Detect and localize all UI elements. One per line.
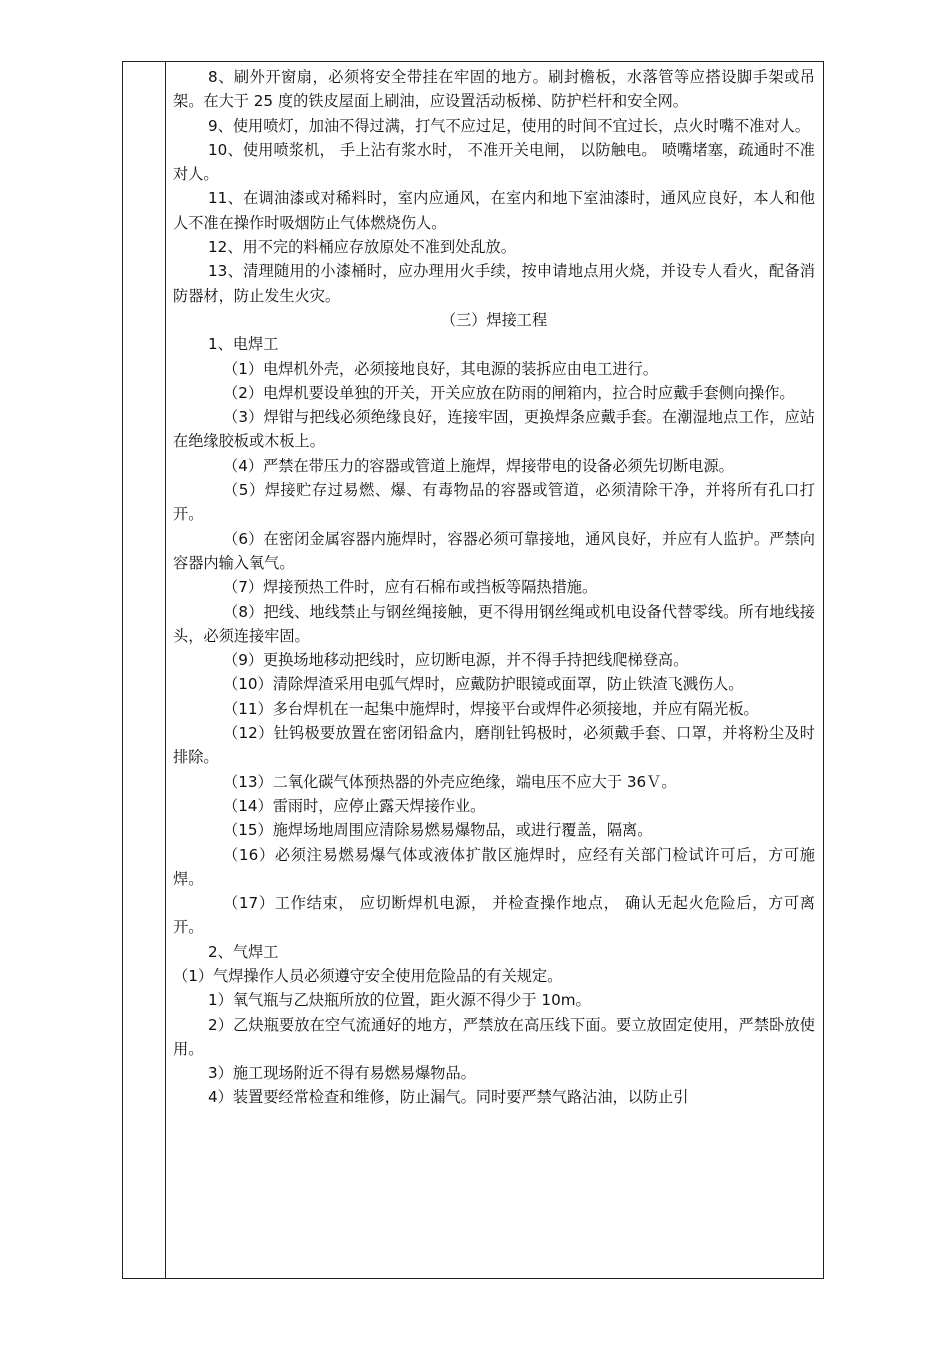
paragraph: 12、用不完的料桶应存放原处不准到处乱放。: [208, 238, 516, 257]
paragraph: 9、使用喷灯，加油不得过满，打气不应过足，使用的时间不宜过长，点火时嘴不准对人。: [208, 116, 810, 135]
paragraph: （9）更换场地移动把线时，应切断电源，并不得手持把线爬梯登高。: [223, 651, 689, 670]
paragraph: （15）施焊场地周围应清除易燃易爆物品，或进行覆盖，隔离。: [223, 821, 653, 840]
table-frame: [122, 61, 824, 1279]
paragraph: （7）焊接预热工件时，应有石棉布或挡板等隔热措施。: [223, 578, 598, 597]
paragraph: 11、在调油漆或对稀料时，室内应通风，在室内和地下室油漆时，通风应良好，本人和他人不准在操作时吸烟防止气体燃烧伤人。: [173, 189, 815, 232]
paragraph: 4）装置要经常检查和维修，防止漏气。同时要严禁气路沾油，以防止引: [208, 1088, 689, 1107]
left-column: [123, 62, 166, 1278]
paragraph: （10）清除焊渣采用电弧气焊时，应戴防护眼镜或面罩，防止铁渣飞溅伤人。: [223, 675, 744, 694]
paragraph: （1）电焊机外壳，必须接地良好，其电源的装拆应由电工进行。: [223, 359, 658, 378]
paragraph: 3）施工现场附近不得有易燃易爆物品。: [208, 1064, 476, 1083]
paragraph: （14）雷雨时，应停止露天焊接作业。: [223, 796, 486, 815]
paragraph: 1）氧气瓶与乙炔瓶所放的位置，距火源不得少于 10m。: [208, 991, 591, 1010]
paragraph: 1、电焊工: [208, 335, 279, 354]
paragraph: （3）焊钳与把线必须绝缘良好，连接牢固，更换焊条应戴手套。在潮湿地点工作，应站在绝缘胶板或木板上。: [173, 408, 815, 451]
paragraph: （8）把线、地线禁止与钢丝绳接触，更不得用钢丝绳或机电设备代替零线。所有地线接头，必须连接牢固。: [173, 602, 815, 645]
paragraph: 8、刷外开窗扇，必须将安全带挂在牢固的地方。刷封檐板，水落管等应搭设脚手架或吊架。在大于 25 度的铁皮屋面上刷油，应设置活动板梯、防护栏杆和安全网。: [173, 68, 815, 111]
paragraph: （11）多台焊机在一起集中施焊时，焊接平台或焊件必须接地，并应有隔光板。: [223, 699, 759, 718]
paragraph: （13）二氧化碳气体预热器的外壳应绝缘，端电压不应大于 36Ｖ。: [223, 772, 677, 791]
paragraph: （12）钍钨极要放置在密闭铅盒内，磨削钍钨极时，必须戴手套、口罩，并将粉尘及时排除。: [173, 724, 815, 767]
paragraph: （16）必须注易燃易爆气体或液体扩散区施焊时，应经有关部门检试许可后，方可施焊。: [173, 845, 815, 888]
paragraph: 10、使用喷浆机， 手上沾有浆水时， 不准开关电闸， 以防触电。 喷嘴堵塞，疏通时不准对人。: [173, 140, 815, 184]
paragraph: （17）工作结束， 应切断焊机电源， 并检查操作地点， 确认无起火危险后，方可离开。: [173, 894, 815, 937]
paragraph: 2）乙炔瓶要放在空气流通好的地方，严禁放在高压线下面。要立放固定使用，严禁卧放使用。: [173, 1015, 815, 1058]
paragraph: （5）焊接贮存过易燃、爆、有毒物品的容器或管道，必须清除干净，并将所有孔口打开。: [173, 481, 815, 524]
section-heading: （三）焊接工程: [440, 310, 548, 329]
paragraph: 13、清理随用的小漆桶时，应办理用火手续，按申请地点用火烧，并设专人看火，配备消防器材，防止发生火灾。: [173, 262, 815, 305]
paragraph: 2、气焊工: [208, 942, 279, 961]
paragraph: （2）电焊机要设单独的开关，开关应放在防雨的闸箱内，拉合时应戴手套侧向操作。: [223, 383, 795, 402]
paragraph: （4）严禁在带压力的容器或管道上施焊，焊接带电的设备必须先切断电源。: [223, 456, 734, 475]
paragraph: （6）在密闭金属容器内施焊时，容器必须可靠接地，通风良好，并应有人监护。严禁向容器内输入氧气。: [173, 529, 815, 572]
paragraph: （1）气焊操作人员必须遵守安全使用危险品的有关规定。: [173, 966, 563, 985]
document-body: [173, 65, 815, 1110]
